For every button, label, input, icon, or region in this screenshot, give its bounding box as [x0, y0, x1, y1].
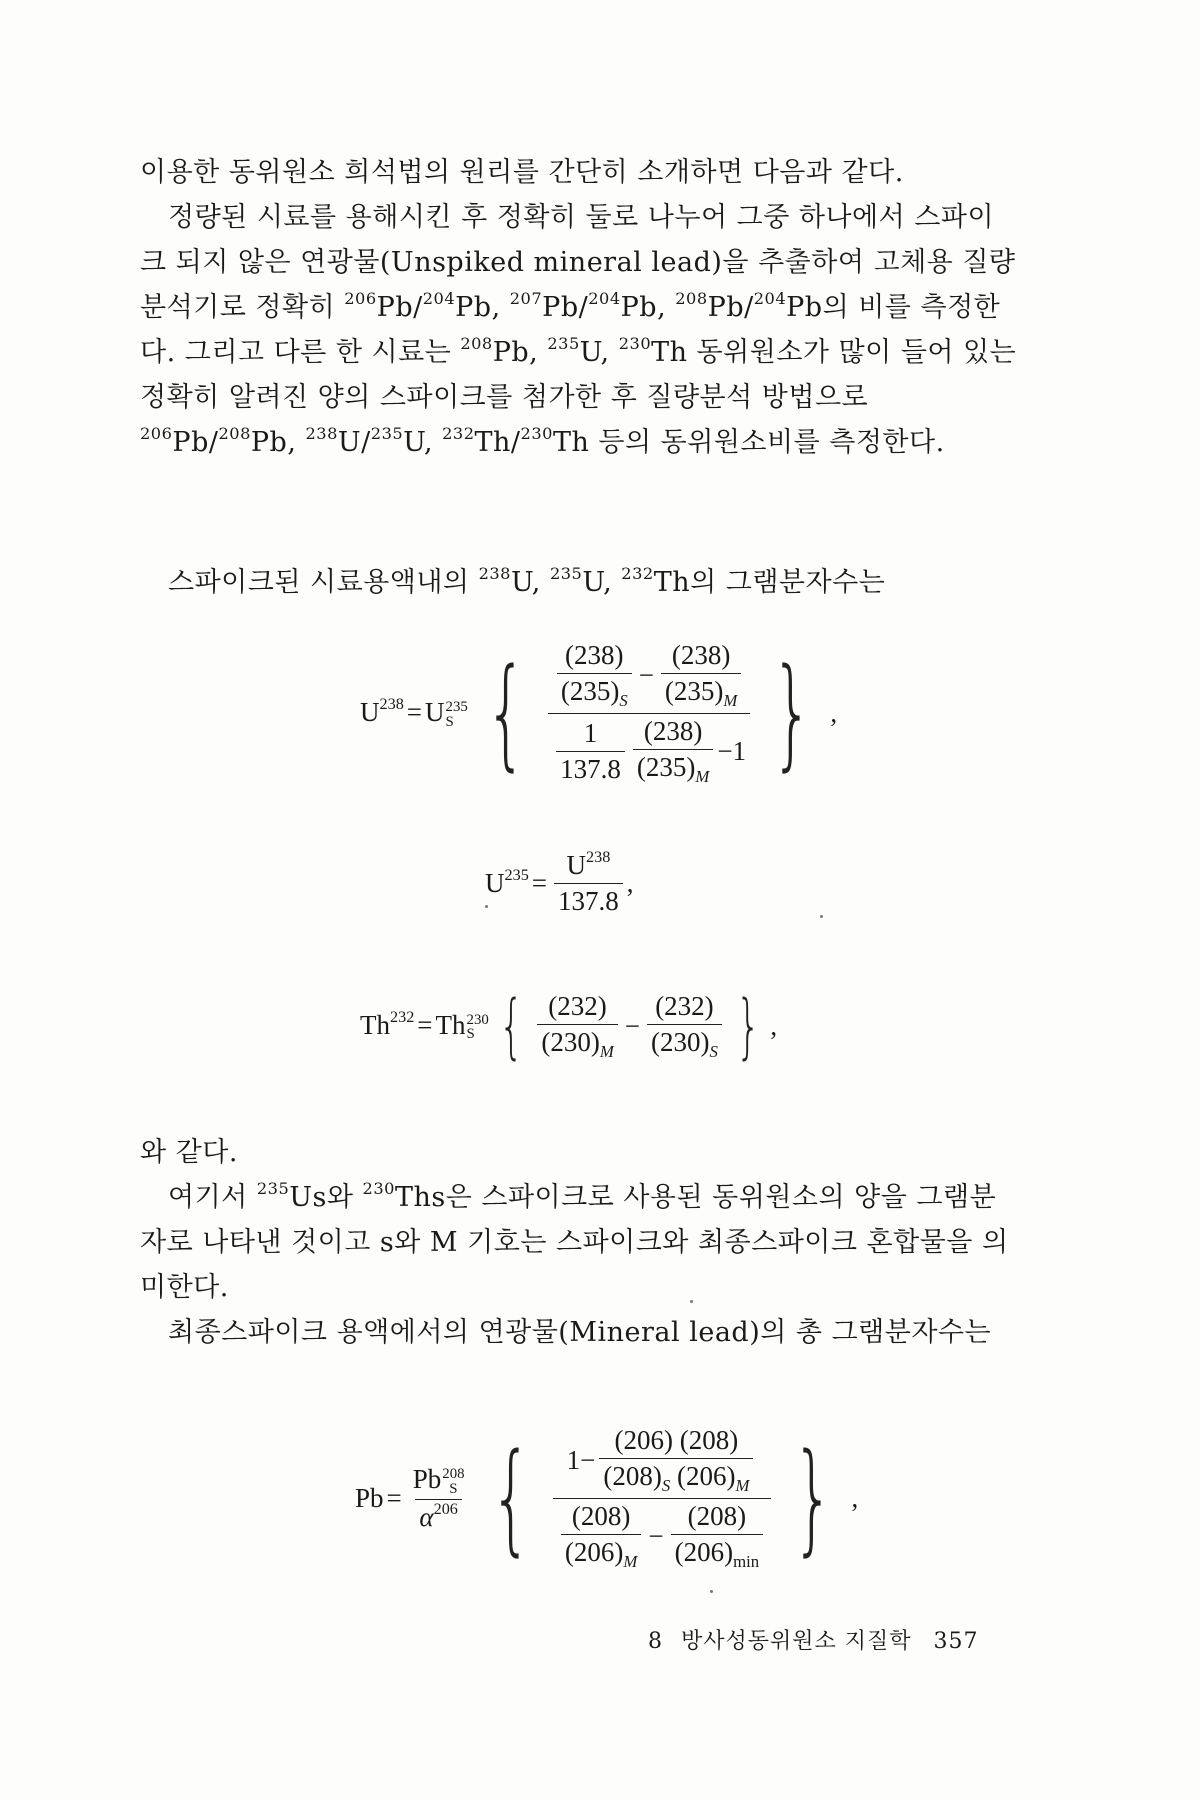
page-footer: [648, 1624, 979, 1655]
paragraph-intro: 이용한 동위원소 희석법의 원리를 간단히 소개하면 다음과 같다.: [140, 157, 904, 188]
paragraph-as-follows: 와 같다.: [140, 1137, 238, 1168]
paragraph-procedure: 정량된 시료를 용해시킨 후 정확히 둘로 나누어 그중 하나에서 스파이크 되지 않은 연광물(Unspiked mineral lead)을 추출하여 고체용 질량분석기로 정확히 $^{206}$Pb/$^{204}$Pb, $^{207}$Pb/$^{204}$Pb, $^{208}$Pb/$^{204}$Pb의 비를 측정한다. 그리고 다른 한 시료는 $^{208}$Pb, $^{235}$U, $^{230}$Th 동위원소가 많이 들어 있는 정확히 알려진 양의 스파이크를 첨가한 후 질량분석 방법으로 $^{206}$Pb/$^{208}$Pb, $^{238}$U/$^{235}$U, $^{232}$Th/$^{230}$Th 등의 동위원소비를 측정한다.: [140, 202, 1017, 458]
equation-u238: $U^{238} = U$ 235 S { $\frac{(238)}{(235)_S}$ − $\frac{(238)}{(235)_M}$ $\frac{1}{137.8}$ $\frac{(238)}{(235)_M}$ −1 } ,: [360, 640, 838, 786]
page-number: 357: [933, 1629, 979, 1654]
paragraph-mole-intro: 스파이크된 시료용액내의 $^{238}$U, $^{235}$U, $^{232}$Th의 그램분자수는: [168, 563, 886, 598]
equation-u235: $U^{235}$ = $\frac{U^{238}}{137.8}$ ,: [485, 847, 634, 916]
scan-speck: [690, 1300, 693, 1303]
scan-speck: [485, 905, 488, 908]
equation-th232: $Th^{232} = Th$ 230 S { $\frac{(232)}{(230)_M}$ − $\frac{(232)}{(230)_S}$ } ,: [360, 985, 778, 1067]
equation-pb: Pb = Pb 208 S $\alpha^{206}$ { 1− $\frac{(206) (208)}{(208)_S (206)_M}$ $\frac{(208)}{(206)_M}$ − $\frac{(208)}{(206)_{min}}$ } ,: [355, 1425, 859, 1571]
scan-speck: [710, 1590, 713, 1593]
eq4-main-fraction: 1− $\frac{(206) (208)}{(208)_S (206)_M}$ $\frac{(208)}{(206)_M}$ − $\frac{(208)}{(206)_{min}}$: [553, 1425, 771, 1572]
paragraph-lead-intro: 최종스파이크 용액에서의 연광물(Mineral lead)의 총 그램분자수는: [168, 1317, 992, 1348]
chapter-title: 방사성동위원소 지질학: [681, 1629, 912, 1654]
eq1-main-fraction: $\frac{(238)}{(235)_S}$ − $\frac{(238)}{(235)_M}$ $\frac{1}{137.8}$ $\frac{(238)}{(235)_M}$ −1: [548, 640, 750, 787]
chapter-number: 8: [648, 1629, 663, 1654]
scan-speck: [820, 915, 823, 918]
paragraph-definitions: 여기서 $^{235}$Us와 $^{230}$Ths은 스파이크로 사용된 동위원소의 양을 그램분자로 나타낸 것이고 s와 M 기호는 스파이크와 최종스파이크 혼합물을 의미한다.: [140, 1178, 1009, 1303]
